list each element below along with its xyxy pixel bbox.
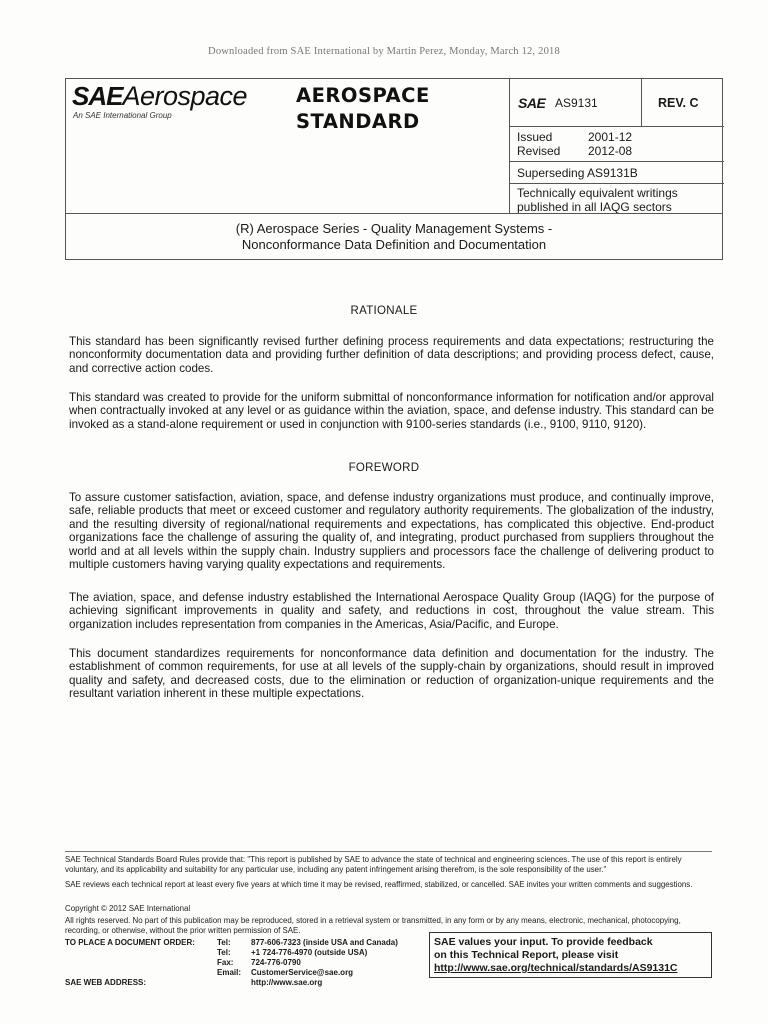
feedback-link[interactable]: http://www.sae.org/technical/standards/AS9131C: [434, 962, 678, 974]
footer-divider: [65, 851, 712, 852]
document-meta-panel: [509, 79, 724, 213]
equivalence-line2: published in all IAQG sectors: [517, 200, 672, 214]
foreword-paragraph-1: To assure customer satisfaction, aviation, space, and defense industry organizations must produce, and continually improve, safe, reliable products that meet or exceed customer and regulatory authority requirements. The globalization of the industry, and the resulting diversity of regional/national requirements and expectations, has complicated this objective. End-product organizations face the challenge of assuring the quality of, and integrating, product purchased from suppliers throughout the world and at all levels within the supply chain. Industry suppliers and processors face the challenge of delivering product to multiple customers having varying quality expectations and requirements.: [69, 491, 714, 572]
contact-key: Fax:: [217, 958, 234, 967]
contact-fax: 724-776-0790: [251, 958, 301, 967]
sae-aerospace-logo: [72, 83, 282, 120]
foreword-heading: FOREWORD: [348, 462, 420, 474]
revision-label: REV. C: [658, 96, 699, 110]
review-text: SAE reviews each technical report at least every five years at which time it may be revised, reaffirmed, stabilized, or cancelled. SAE invites your written comments and suggestions.: [65, 880, 693, 889]
feedback-box: [429, 932, 712, 978]
doc-type-line1: AEROSPACE: [296, 84, 430, 107]
number-row: [510, 79, 724, 127]
issued-date: 2001-12: [588, 130, 633, 144]
copyright-text: Copyright © 2012 SAE International: [65, 904, 191, 913]
rationale-paragraph-2: This standard was created to provide for the uniform submittal of nonconformance information for notification and/or approval when contractually invoked at any level or as guidance within the aviation, space, and defense industry. This standard can be invoked as a stand-alone requirement or used in conjunction with 9100-series standards (i.e., 9100, 9110, 9120).: [69, 391, 714, 431]
revised-date: 2012-08: [588, 144, 633, 158]
number-prefix: SAE: [518, 95, 546, 111]
contact-phone-international[interactable]: +1 724-776-4970 (outside USA): [251, 948, 368, 957]
document-number: AS9131: [555, 96, 598, 110]
contact-key: Tel:: [217, 938, 231, 947]
document-title: [66, 213, 722, 260]
superseding-row: [510, 162, 724, 184]
feedback-line2: on this Technical Report, please visit: [434, 949, 619, 961]
contact-email-link[interactable]: CustomerService@sae.org: [251, 968, 354, 977]
title-line2: Nonconformance Data Definition and Documentation: [241, 237, 547, 252]
contact-key: Tel:: [217, 948, 231, 957]
contact-phone-domestic[interactable]: 877-606-7323 (inside USA and Canada): [251, 938, 398, 947]
contact-key: Email:: [217, 968, 242, 977]
document-type: [296, 83, 430, 135]
foreword-paragraph-2: The aviation, space, and defense industry established the International Aerospace Quality Group (IAQG) for the purpose of achieving significant improvements in quality and safety, and reductions in cost, throughout the value stream. This organization includes representation from companies in the Americas, Asia/Pacific, and Europe.: [69, 591, 714, 631]
dates-row: [510, 127, 724, 162]
header-top: [66, 79, 722, 213]
logo-sae: SAE: [72, 81, 123, 111]
equivalence-row: [510, 184, 724, 215]
logo-aerospace: Aerospace: [122, 81, 248, 111]
revised-label: Revised: [517, 144, 561, 158]
doc-type-line2: STANDARD: [296, 110, 420, 133]
rationale-heading: RATIONALE: [350, 305, 418, 317]
feedback-line1: SAE values your input. To provide feedback: [434, 936, 653, 948]
equivalence-line1: Technically equivalent writings: [517, 186, 678, 200]
rationale-paragraph-1: This standard has been significantly revised further defining process requirements and data expectations; restructuring the nonconformity documentation data and providing further definition of data descriptions; and providing process defect, cause, and corrective action codes.: [69, 335, 714, 375]
document-header: [65, 78, 723, 260]
logo-tagline: An SAE International Group: [73, 111, 172, 120]
number-cell: [510, 79, 642, 126]
order-label: TO PLACE A DOCUMENT ORDER:: [65, 938, 195, 947]
superseding-text: Superseding AS9131B: [517, 166, 638, 180]
download-notice: Downloaded from SAE International by Martin Perez, Monday, March 12, 2018: [208, 46, 560, 57]
web-address-link[interactable]: http://www.sae.org: [251, 978, 323, 987]
foreword-paragraph-3: This document standardizes requirements for nonconformance data definition and documentation for the industry. The establishment of common requirements, for use at all levels of the supply-chain by organizations, should result in improved quality and safety, and decreased costs, due to the elimination or reduction of organization-unique requirements and the resultant variation inherent in these multiple expectations.: [69, 647, 714, 701]
web-address-label: SAE WEB ADDRESS:: [65, 978, 147, 987]
board-rules-text: SAE Technical Standards Board Rules provide that: "This report is published by SAE to advance the state of technical and engineering sciences. The use of this report is entirely voluntary, and its applicability and suitability for any particular use, including any patent infringement arising therefrom, is the sole responsibility of the user.": [65, 855, 682, 874]
rights-text: All rights reserved. No part of this publication may be reproduced, stored in a retrieval system or transmitted, in any form or by any means, electronic, mechanical, photocopying, recording, or otherwise, without the prior written permission of SAE.: [65, 916, 681, 935]
issued-label: Issued: [517, 130, 553, 144]
title-line1: (R) Aerospace Series - Quality Management Systems -: [235, 221, 553, 236]
